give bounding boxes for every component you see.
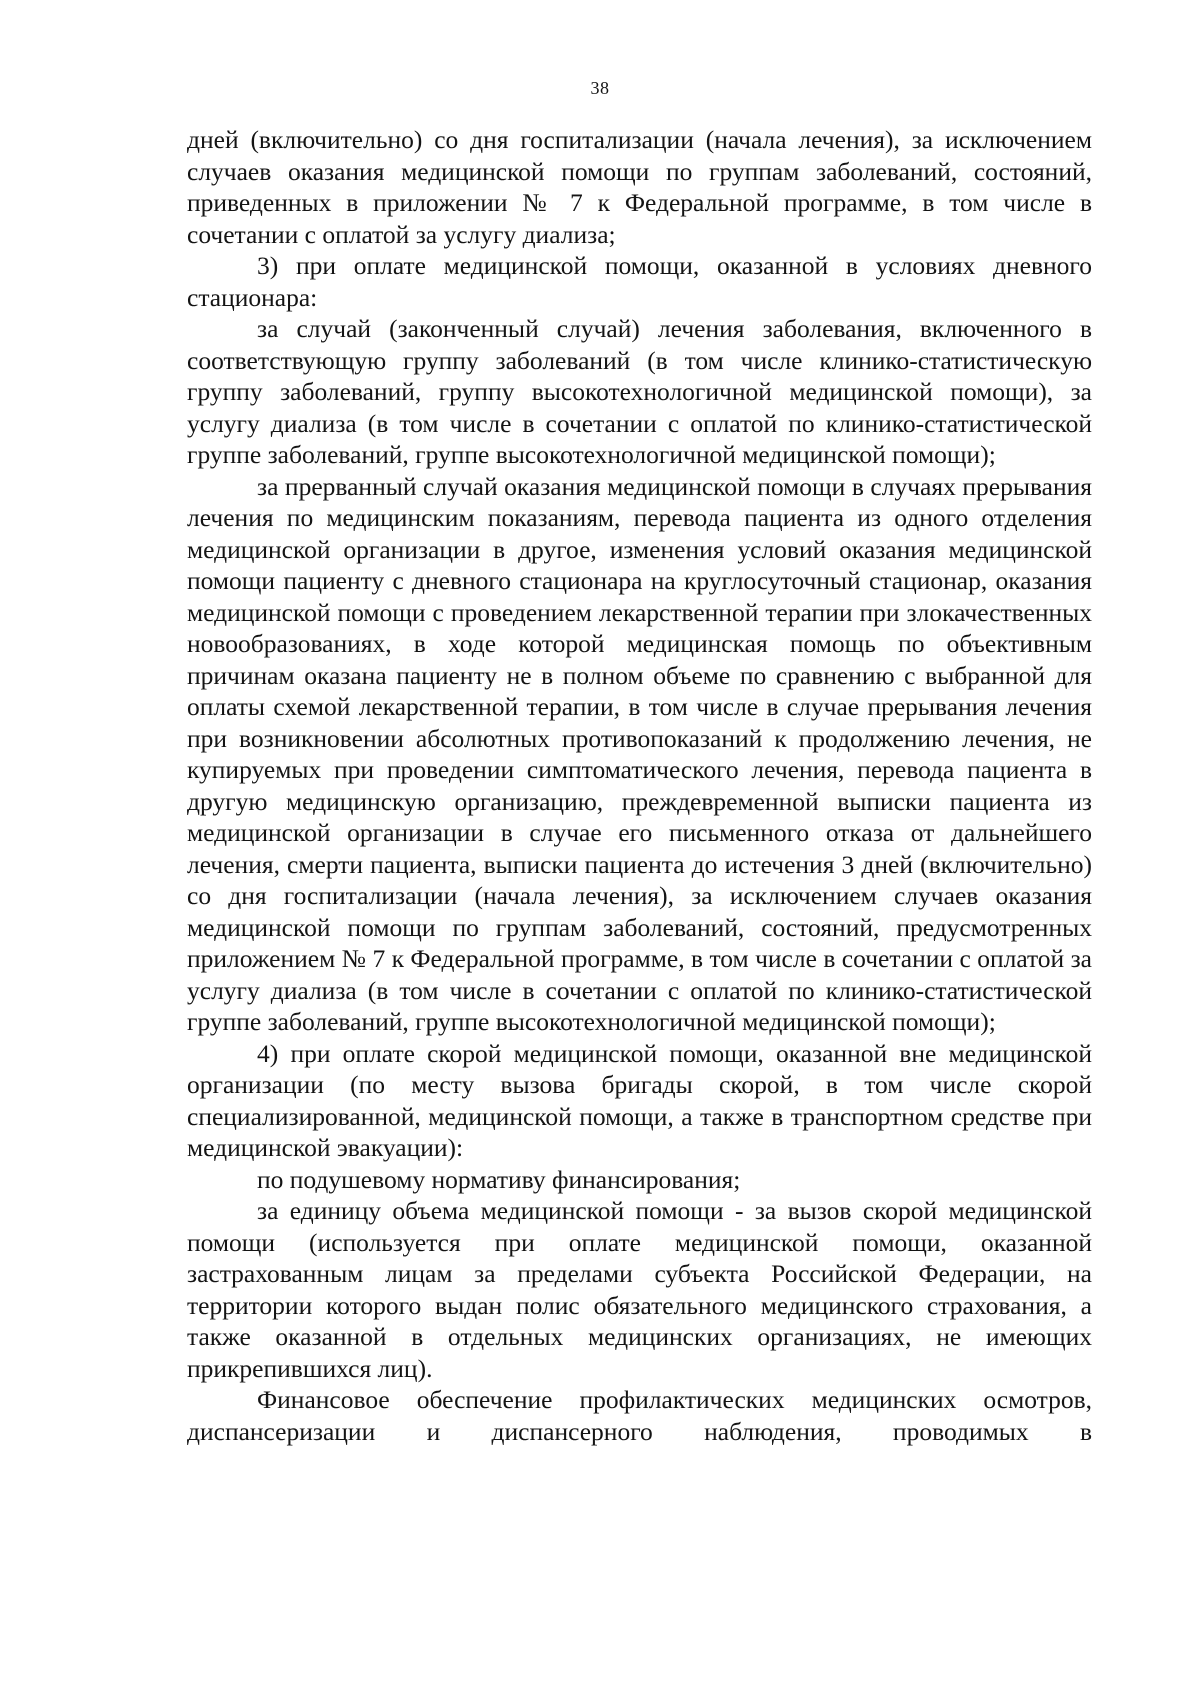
page-number: 38	[590, 78, 610, 98]
paragraph-item-3: 3) при оплате медицинской помощи, оказанной в условиях дневного стационара:	[187, 251, 1092, 312]
document-body	[187, 124, 1092, 1447]
paragraph-item-4: 4) при оплате скорой медицинской помощи, оказанной вне медицинской организации (по месту вызова бригады скорой, в том числе скорой специализированной, медицинской помощи, а также в транспортном средстве при медицинской эвакуации):	[187, 1038, 1092, 1162]
paragraph-unit-of-volume: за единицу объема медицинской помощи - за вызов скорой медицинской помощи (используется при оплате медицинской помощи, оказанной застрахованным лицам за пределами субъекта Российской Федерации, на территории которого выдан полис обязательного медицинского страхования, а также оказанной в отдельных медицинских организациях, не имеющих прикрепившихся лиц).	[187, 1196, 1092, 1383]
paragraph-financing: Финансовое обеспечение профилактических медицинских осмотров, диспансеризации и диспансерного наблюдения, проводимых в	[187, 1385, 1092, 1446]
paragraph-per-capita: по подушевому нормативу финансирования;	[257, 1164, 741, 1194]
paragraph-continuation: дней (включительно) со дня госпитализации (начала лечения), за исключением случаев оказания медицинской помощи по группам заболеваний, состояний, приведенных в приложении № 7 к Федеральной программе, в том числе в сочетании с оплатой за услугу диализа;	[187, 125, 1092, 249]
paragraph-interrupted-case: за прерванный случай оказания медицинской помощи в случаях прерывания лечения по медицинским показаниям, перевода пациента из одного отделения медицинской организации в другое, изменения условий оказания медицинской помощи пациенту с дневного стационара на круглосуточный стационар, оказания медицинской помощи с проведением лекарственной терапии при злокачественных новообразованиях, в ходе которой медицинская помощь по объективным причинам оказана пациенту не в полном объеме по сравнению с выбранной для оплаты схемой лекарственной терапии, в том числе в случае прерывания лечения при возникновении абсолютных противопоказаний к продолжению лечения, не купируемых при проведении симптоматического лечения, перевода пациента в другую медицинскую организацию, преждевременной выписки пациента из медицинской организации в случае его письменного отказа от дальнейшего лечения, смерти пациента, выписки пациента до истечения 3 дней (включительно) со дня госпитализации (начала лечения), за исключением случаев оказания медицинской помощи по группам заболеваний, состояний, предусмотренных приложением № 7 к Федеральной программе, в том числе в сочетании с оплатой за услугу диализа (в том числе в сочетании с оплатой по клинико-статистической группе заболеваний, группе высокотехнологичной медицинской помощи);	[187, 471, 1092, 1036]
paragraph-completed-case: за случай (законченный случай) лечения заболевания, включенного в соответствующую группу заболеваний (в том числе клинико-статистическую группу заболеваний, группу высокотехнологичной медицинской помощи), за услугу диализа (в том числе в сочетании с оплатой по клинико-статистической группе заболеваний, группе высокотехнологичной медицинской помощи);	[187, 314, 1092, 469]
